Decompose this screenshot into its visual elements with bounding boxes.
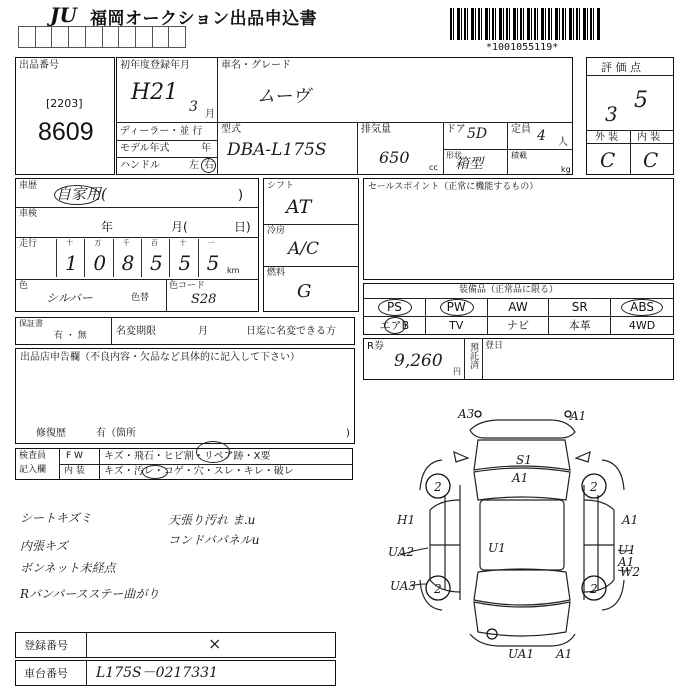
shape-label: 形状 bbox=[446, 151, 462, 160]
displacement-label: 排気量 bbox=[361, 124, 391, 135]
equip-leather: 本革 bbox=[549, 317, 611, 335]
exterior-label: 外 装 bbox=[595, 132, 619, 143]
grade-title: 評 価 点 bbox=[601, 61, 641, 74]
barcode-number: *1001055119* bbox=[486, 42, 559, 53]
inspector-box bbox=[15, 448, 353, 480]
recycle-box bbox=[363, 338, 674, 380]
lot-number: 8609 bbox=[38, 118, 94, 146]
registration-box bbox=[15, 632, 336, 658]
color-code-label: 色コード bbox=[169, 281, 206, 291]
handle-right-circle bbox=[201, 158, 216, 173]
inspector-int-items: キズ・汚レ・コゲ・穴・スレ・キレ・破レ bbox=[104, 466, 294, 477]
title-entry-boxes bbox=[18, 26, 186, 48]
diag-ua3: UA3 bbox=[390, 579, 417, 593]
load-unit: kg bbox=[561, 165, 571, 174]
usage-label: 車歴 bbox=[19, 181, 38, 191]
shift-label: シフト bbox=[267, 181, 295, 191]
model-name-label: 車名・グレード bbox=[221, 60, 291, 71]
sales-point-label: セールスポイント（正常に機能するもの） bbox=[368, 182, 539, 192]
handle-right: 右 bbox=[204, 160, 214, 171]
mileage-place-4: 百 bbox=[150, 239, 158, 247]
note-1: シートキズミ bbox=[20, 511, 92, 525]
cooler-label: 冷房 bbox=[267, 226, 286, 236]
usage-close: ) bbox=[238, 188, 244, 203]
remarks-box bbox=[15, 348, 355, 444]
mileage-place-1: 十 bbox=[66, 239, 73, 247]
grade-box bbox=[586, 57, 674, 175]
mileage-digit-5: 5 bbox=[178, 251, 192, 275]
equip-4wd: 4WD bbox=[628, 318, 656, 332]
inspection-year: 年 bbox=[101, 220, 114, 234]
warranty-label: 保証書 bbox=[19, 319, 43, 328]
capacity-label: 定員 bbox=[511, 124, 531, 135]
lot-sub-number: [2203] bbox=[46, 97, 83, 110]
model-year-unit: 年 bbox=[201, 143, 211, 154]
drivetrain-box bbox=[263, 178, 359, 312]
mileage-digit-2: 0 bbox=[93, 251, 107, 275]
mileage-place-3: 千 bbox=[122, 239, 130, 247]
warranty-box bbox=[15, 317, 355, 345]
note-2-detail: コンドバパネルu bbox=[168, 533, 260, 547]
inspector-fw-head: F W bbox=[66, 451, 83, 461]
mileage-grid bbox=[56, 239, 226, 277]
equipment-grid bbox=[364, 298, 673, 334]
mileage-place-2: 万 bbox=[94, 239, 102, 247]
usage-value: 自家用( bbox=[56, 185, 107, 203]
chassis-label: 車台番号 bbox=[24, 667, 68, 680]
name-change-label: 名変期限 bbox=[116, 326, 156, 337]
handle-label: ハンドル bbox=[120, 160, 160, 171]
first-reg-label: 初年度登録年月 bbox=[120, 60, 190, 71]
mileage-place-6: 一 bbox=[207, 239, 215, 247]
mileage-digit-4: 5 bbox=[149, 251, 163, 275]
fuel-value: G bbox=[297, 281, 312, 302]
chassis-box bbox=[15, 660, 336, 686]
note-4: Rバンパースステー曲がり bbox=[20, 587, 160, 601]
recycle-deposit-label: 預託済 bbox=[468, 342, 478, 369]
note-3: ボンネット未経点 bbox=[20, 561, 116, 575]
mileage-place-5: 十 bbox=[179, 239, 187, 247]
model-code: DBA-L175S bbox=[227, 140, 327, 160]
car-damage-diagram bbox=[370, 400, 670, 662]
shift-value: AT bbox=[286, 196, 312, 218]
recycle-unit: 円 bbox=[453, 367, 461, 376]
repair-value: 有（箇所 bbox=[96, 428, 136, 439]
diag-tire-fl: 2 bbox=[434, 480, 442, 494]
displacement-unit: cc bbox=[429, 163, 438, 172]
diag-a1-r1: A1 bbox=[622, 513, 639, 527]
equipment-title: 装備品（正常品に限る） bbox=[459, 285, 559, 295]
diag-s1: S1 bbox=[516, 453, 532, 467]
diag-tire-rl: 2 bbox=[434, 582, 442, 596]
registration-label: 登録番号 bbox=[24, 639, 68, 652]
doors-label: ドア bbox=[446, 124, 466, 135]
name-change-month: 月 bbox=[198, 326, 208, 337]
capacity: 4 bbox=[537, 128, 546, 144]
equip-pw: PW bbox=[426, 299, 488, 317]
diag-u1-left: U1 bbox=[488, 541, 506, 555]
lot-number-label: 出品番号 bbox=[19, 60, 59, 71]
grade-score-a: 3 bbox=[605, 102, 618, 126]
grade-score-b: 5 bbox=[634, 88, 648, 113]
repair-close: ) bbox=[346, 428, 350, 439]
shape: 箱型 bbox=[455, 156, 483, 172]
note-2: 内張キズ bbox=[20, 539, 68, 553]
load-label: 積載 bbox=[511, 151, 527, 160]
first-reg-year: H21 bbox=[131, 80, 179, 105]
recycle-value: 9,260 bbox=[394, 351, 443, 371]
first-reg-month: 3 bbox=[189, 99, 198, 115]
chassis-value: L175S－0217331 bbox=[96, 665, 218, 681]
model-name: ムーヴ bbox=[257, 86, 311, 107]
usage-circle bbox=[54, 185, 100, 205]
color-label: 色 bbox=[19, 281, 29, 291]
diag-tire-fr: 2 bbox=[590, 480, 598, 494]
color-code: S28 bbox=[191, 292, 217, 307]
hibi-circle bbox=[196, 441, 230, 463]
inspection-label: 車検 bbox=[19, 209, 38, 219]
grade-exterior: C bbox=[600, 148, 616, 172]
name-change-note: 日迄に名変できる方 bbox=[246, 326, 336, 337]
equip-sr: SR bbox=[549, 299, 611, 317]
mileage-unit: km bbox=[227, 266, 240, 275]
equip-ps: PS bbox=[364, 299, 426, 317]
sales-point-box bbox=[363, 178, 674, 280]
diag-tire-rr: 2 bbox=[590, 582, 598, 596]
mileage-label: 走行 bbox=[19, 239, 38, 249]
diag-a1-bottom: A1 bbox=[556, 647, 573, 661]
repair-label: 修復歴 bbox=[36, 428, 66, 439]
color-change-label: 色替 bbox=[131, 293, 150, 303]
equip-airbag: エアB bbox=[364, 317, 426, 335]
yogore-circle bbox=[142, 465, 168, 479]
equip-aw: AW bbox=[488, 299, 550, 317]
mileage-digit-6: 5 bbox=[206, 251, 220, 275]
diag-a3-top: A3 bbox=[458, 407, 475, 421]
history-box bbox=[15, 178, 259, 312]
mileage-digit-3: 8 bbox=[121, 251, 135, 275]
recycle-label: R券 bbox=[367, 341, 384, 352]
color-value: シルバー bbox=[46, 291, 93, 305]
header bbox=[0, 0, 700, 56]
capacity-unit: 人 bbox=[558, 137, 568, 148]
diag-u1-right: U1 bbox=[618, 543, 636, 557]
model-code-label: 型式 bbox=[221, 124, 241, 135]
inspector-label-2: 記入欄 bbox=[19, 465, 47, 475]
equip-navi: ナビ bbox=[488, 317, 550, 335]
first-reg-month-unit: 月 bbox=[205, 109, 215, 120]
inspector-int-head: 内 装 bbox=[64, 466, 85, 476]
diag-a1-roof: A1 bbox=[512, 471, 529, 485]
inspector-fw-items: キズ・飛石・ヒビ割・リペア跡・X要 bbox=[104, 451, 271, 462]
dealer-label: ディーラー・並 行 bbox=[120, 126, 203, 137]
inspection-month: 月( bbox=[171, 220, 188, 234]
doors: 5D bbox=[467, 126, 488, 142]
form-title: 福岡オークション出品申込書 bbox=[90, 9, 318, 29]
vehicle-info-box bbox=[116, 57, 573, 175]
diag-h1: H1 bbox=[397, 513, 416, 527]
diag-a1-r2: A1 bbox=[618, 555, 635, 569]
diag-ua2: UA2 bbox=[388, 545, 415, 559]
equip-abs: ABS bbox=[611, 299, 673, 317]
warranty-yes-no: 有 ・ 無 bbox=[54, 331, 87, 341]
inspection-day: 日) bbox=[234, 220, 251, 234]
ju-logo: JU bbox=[50, 3, 77, 27]
cooler-value: A/C bbox=[288, 239, 320, 259]
handle-left: 左 bbox=[189, 160, 199, 171]
fuel-label: 燃料 bbox=[267, 268, 286, 278]
interior-label: 内 装 bbox=[637, 132, 661, 143]
diag-ua1: UA1 bbox=[508, 647, 535, 661]
diag-w2: W2 bbox=[620, 565, 640, 579]
model-year-label: モデル年式 bbox=[120, 143, 170, 154]
grade-interior: C bbox=[643, 148, 659, 172]
diag-a1-top: A1 bbox=[570, 409, 587, 423]
equip-tv: TV bbox=[426, 317, 488, 335]
remarks-label: 出品店申告欄（不良内容・欠品など具体的に記入して下さい） bbox=[20, 352, 300, 363]
equipment-box bbox=[363, 283, 674, 335]
lot-number-box bbox=[15, 57, 115, 175]
inspector-label-1: 検査員 bbox=[19, 451, 47, 461]
barcode bbox=[450, 8, 600, 40]
mileage-digit-1: 1 bbox=[65, 251, 78, 275]
registration-value: × bbox=[208, 634, 222, 653]
note-1-detail: 天張り汚れ ま.u bbox=[168, 513, 256, 527]
displacement: 650 bbox=[379, 148, 410, 167]
recycle-date-label: 登日 bbox=[485, 341, 504, 351]
